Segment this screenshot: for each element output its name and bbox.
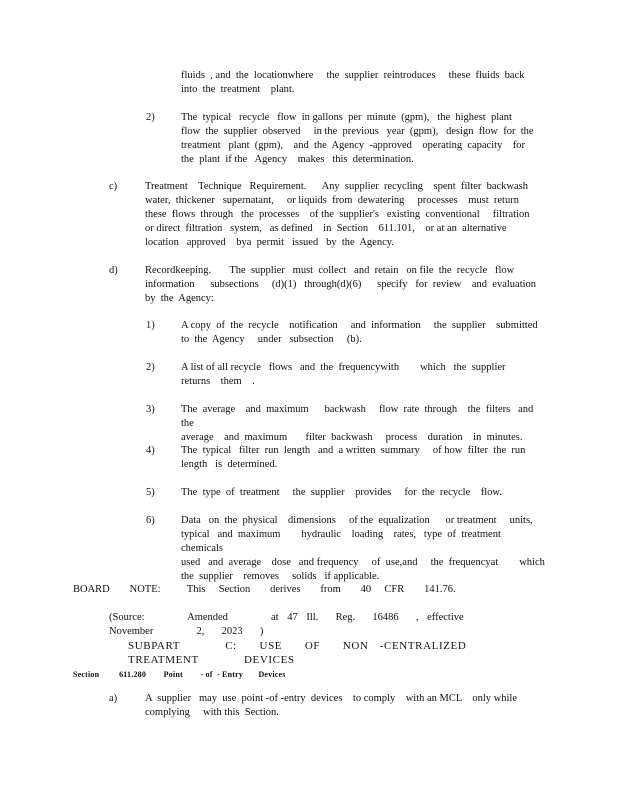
list-item-text: The type of treatment the supplier provides for the recycle flow.: [181, 487, 502, 498]
list-item-label: 5): [146, 487, 155, 498]
list-item-text: A list of all recycle flows and the frequencywith which the supplier returns them .: [181, 362, 506, 387]
subpart-heading: SUBPART C: USE OF NON -CENTRALIZED TREATMENT DEVICES: [128, 640, 512, 666]
board-note: BOARD NOTE: This Section derives from 40 CFR 141.76.: [73, 584, 456, 595]
list-item-label: 1): [146, 320, 155, 331]
section-heading: Section 611.280 Point - of - Entry Devices: [73, 670, 286, 679]
list-item-text: A copy of the recycle notification and information the supplier submitted to the Agency under subsection (b).: [181, 320, 538, 345]
item-2-text: The typical recycle flow in gallons per minute (gpm), the highest plant flow the supplier observed in the previous year (gpm), design flow for the treatment plant (gpm), and the Agency -approved operating capacity for the plant if the Agency makes this determination.: [181, 112, 534, 165]
list-item-text: The average and maximum backwash flow rate through the filters and the average and maximum filter backwash process duration in minutes.: [181, 404, 534, 443]
subsection-label-c: c): [109, 181, 118, 192]
item-label-2: 2): [146, 112, 155, 123]
subsection-label-a: a): [109, 693, 118, 704]
list-item-label: 2): [146, 362, 155, 373]
continued-paragraph: fluids , and the locationwhere the supplier reintroduces these fluids back into the treatment plant.: [181, 70, 525, 95]
list-item-label: 4): [146, 445, 155, 456]
list-item-label: 3): [146, 404, 155, 415]
subsection-d-text: Recordkeeping. The supplier must collect and retain on file the recycle flow information subsections (d)(1) through(d)(6) specify for review and evaluation by the Agency:: [145, 265, 537, 304]
list-item-label: 6): [146, 515, 155, 526]
subsection-label-d: d): [109, 265, 118, 276]
subsection-c-text: Treatment Technique Requirement. Any supplier recycling spent filter backwash water, thickener supernatant, or liquids from dewatering processes must return these flows through the processes of the supplier's existing conventional filtration or direct filtration system, as defined in Section 611.101, or at an alternative location approved bya permit issued by the Agency.: [145, 181, 530, 248]
list-item-text: Data on the physical dimensions of the equalization or treatment units, typical and maximum hydraulic loading rates, type of treatment chemicals used and average dose and frequency of use,and the frequencyat which the supplier removes solids if applicable.: [181, 515, 545, 582]
source-note: (Source: Amended at 47 Ill. Reg. 16486 , effective November 2, 2023 ): [109, 612, 490, 637]
subsection-a-text: A supplier may use point -of -entry devices to comply with an MCL only while complying with this Section.: [145, 693, 518, 718]
list-item-text: The typical filter run length and a written summary of how filter the run length is determined.: [181, 445, 526, 470]
